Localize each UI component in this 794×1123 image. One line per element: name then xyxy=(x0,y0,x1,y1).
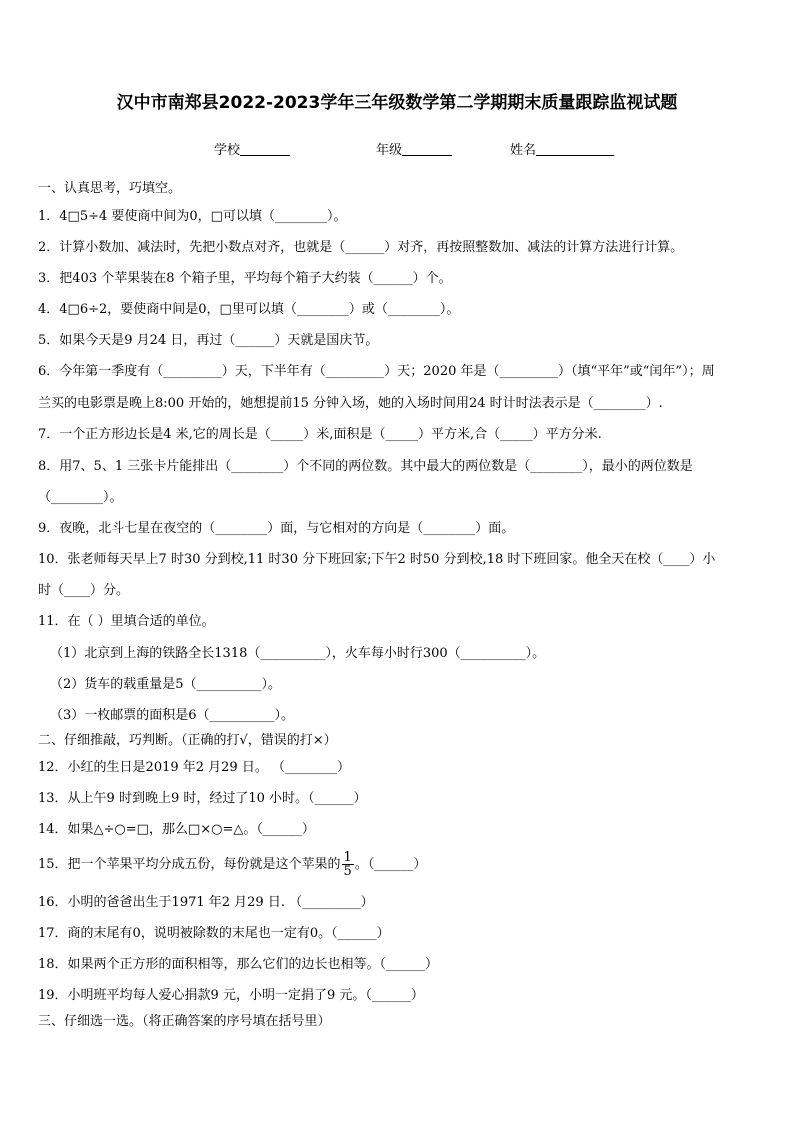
question-2: 2．计算小数加、减法时，先把小数点对齐，也就是（______）对齐，再按照整数加、减法的计算方法进行计算。 xyxy=(38,240,684,255)
question-16: 16．小明的爸爸出生于1971 年2 月29 日. （_________） xyxy=(38,895,374,910)
question-10-continued: 时（____）分。 xyxy=(38,583,130,598)
question-8: 8．用7、5、1 三张卡片能排出（________）个不同的两位数。其中最大的两位数是（________），最小的两位数是 xyxy=(38,459,693,474)
grade-blank[interactable] xyxy=(402,143,452,156)
question-6-continued: 兰买的电影票是晚上8:00 开始的，她想提前15 分钟入场，她的入场时间用24 时计时法表示是（________）. xyxy=(38,396,663,411)
fraction-denominator: 5 xyxy=(343,864,352,879)
question-7: 7．一个正方形边长是4 米,它的周长是（_____）米,面积是（_____）平方米,合（_____）平方分米. xyxy=(38,427,602,442)
question-5: 5．如果今天是9 月24 日，再过（______）天就是国庆节。 xyxy=(38,333,379,348)
question-17: 17．商的末尾有0，说明被除数的末尾也一定有0。（______） xyxy=(38,926,390,941)
name-field xyxy=(510,139,614,158)
question-6: 6．今年第一季度有（_________）天，下半年有（_________）天；2020 年是（_________）（填“平年”或“闰年”）；周 xyxy=(38,364,715,379)
question-11-part-2: （2）货车的载重量是5（__________）。 xyxy=(50,677,282,692)
school-blank[interactable] xyxy=(240,143,290,156)
question-9: 9．夜晚，北斗七星在夜空的（________）面，与它相对的方向是（________）面。 xyxy=(38,521,515,536)
section-2-heading: 二、仔细推敲，巧判断。（正确的打√，错误的打×） xyxy=(38,733,337,748)
question-3: 3．把403 个苹果装在8 个箱子里，平均每个箱子大约装（______）个。 xyxy=(38,271,452,286)
page-title: 汉中市南郑县2022-2023学年三年级数学第二学期期末质量跟踪监视试题 xyxy=(116,93,678,113)
question-19: 19．小明班平均每人爱心捐款9 元，小明一定捐了9 元。（______） xyxy=(38,988,424,1003)
question-10: 10．张老师每天早上7 时30 分到校,11 时30 分下班回家;下午2 时50 分到校,18 时下班回家。他全天在校（____）小 xyxy=(38,552,716,567)
school-field xyxy=(214,139,290,158)
name-blank[interactable] xyxy=(536,143,614,156)
question-15-answer: 。（______） xyxy=(354,857,427,872)
question-8-continued: （________）。 xyxy=(38,490,123,505)
school-label: 学校 xyxy=(214,143,241,158)
question-13: 13．从上午9 时到晚上9 时，经过了10 小时。（______） xyxy=(38,791,367,806)
question-11-part-3: （3）一枚邮票的面积是6（__________）。 xyxy=(50,708,295,723)
name-label: 姓名 xyxy=(510,143,537,158)
question-1: 1．4□5÷4 要使商中间为0，□可以填（________）。 xyxy=(38,209,347,224)
question-12: 12．小红的生日是2019 年2 月29 日。 （________） xyxy=(38,760,350,775)
grade-label: 年级 xyxy=(376,143,403,158)
question-18: 18．如果两个正方形的面积相等，那么它们的边长也相等。（______） xyxy=(38,957,439,972)
question-4: 4．4□6÷2，要使商中间是0，□里可以填（________）或（________）。 xyxy=(38,302,460,317)
section-3-heading: 三、仔细选一选。（将正确答案的序号填在括号里） xyxy=(38,1014,331,1029)
question-15 xyxy=(38,849,758,881)
section-1-heading: 一、认真思考，巧填空。 xyxy=(38,181,182,196)
question-14: 14．如果△÷○=□，那么□×○=△。（______） xyxy=(38,822,315,837)
fraction-numerator: 1 xyxy=(343,850,352,865)
question-11-part-1: （1）北京到上海的铁路全长1318（__________），火车每小时行300（__________）。 xyxy=(50,646,546,661)
grade-field xyxy=(376,139,452,158)
question-15-text: 15．把一个苹果平均分成五份，每份就是这个苹果的 xyxy=(38,857,341,872)
question-11: 11．在（ ）里填合适的单位。 xyxy=(38,614,215,629)
fraction-one-fifth xyxy=(342,851,354,878)
